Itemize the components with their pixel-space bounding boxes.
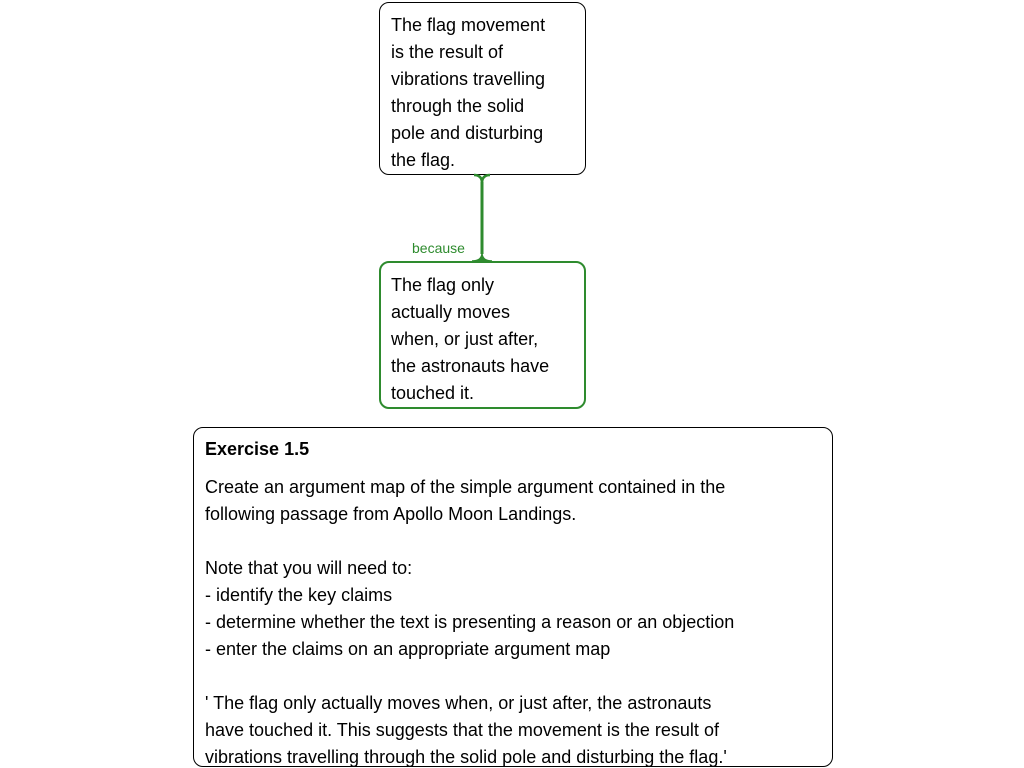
exercise-title: Exercise 1.5: [205, 439, 310, 459]
because-label: because: [412, 240, 465, 256]
reason-claim-text: The flag only actually moves when, or just after, the astronauts have touched it.: [391, 275, 550, 403]
exercise-spacer: [205, 528, 821, 555]
main-claim-box[interactable]: [379, 2, 586, 175]
because-connector: [380, 170, 585, 265]
exercise-paragraph-intro: Create an argument map of the simple argument contained in the following passage from Apollo Moon Landings.: [205, 477, 726, 524]
exercise-paragraph-passage: ' The flag only actually moves when, or just after, the astronauts have touched it. This suggests that the movement is the result of vibrations travelling through the solid pole and disturbing the flag.': [205, 693, 727, 767]
exercise-instructions-box: [193, 427, 833, 767]
exercise-paragraph-steps: Note that you will need to: - identify the key claims - determine whether the text is presenting a reason or an objection - enter the claims on an appropriate argument map: [205, 558, 735, 659]
main-claim-text: The flag movement is the result of vibrations travelling through the solid pole and disturbing the flag.: [391, 15, 546, 170]
exercise-spacer: [205, 663, 821, 690]
reason-claim-box[interactable]: [379, 261, 586, 409]
